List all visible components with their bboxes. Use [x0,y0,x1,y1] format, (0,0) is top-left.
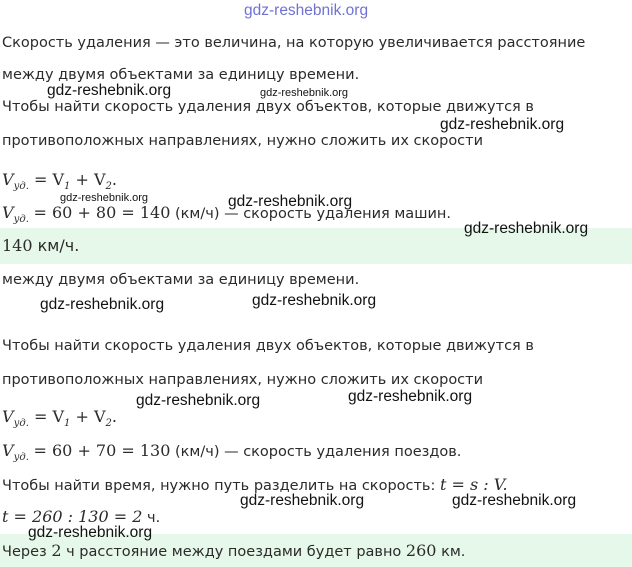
time-calculation: t = 260 : 130 = 2 ч. [2,507,161,526]
watermark: gdz-reshebnik.org [440,116,565,133]
rule-line-2: противоположных направлениях, нужно сложить их скорости [2,133,484,149]
watermark: gdz-reshebnik.org [136,392,261,409]
calculation-trains: $V_{уд.} = 60 + 70 = 130$ (км/ч) — скорость удаления поездов. [2,441,462,463]
watermark: gdz-reshebnik.org [60,192,149,204]
answer-1: 140 км/ч. [2,236,80,255]
watermark-top: gdz-reshebnik.org [244,2,369,19]
watermark: gdz-reshebnik.org [28,524,153,541]
watermark: gdz-reshebnik.org [47,82,172,99]
rule-line-1-repeat: Чтобы найти скорость удаления двух объектов, которые движутся в [2,338,534,354]
watermark: gdz-reshebnik.org [240,492,365,509]
watermark: gdz-reshebnik.org [40,296,165,313]
formula-sum-speeds: $V_{уд.} = V_1 + V_2$. [2,170,118,192]
calculation-cars: $V_{уд.} = 60 + 80 = 140$ (км/ч) — скорость удаления машин. [2,203,451,225]
watermark: gdz-reshebnik.org [348,388,473,405]
definition-line-2: между двумя объектами за единицу времени. [2,67,360,83]
time-rule: Чтобы найти время, нужно путь разделить на скорость: t = s : V. [2,475,508,494]
answer-2: Через 2 ч расстояние между поездами будет равно 260 км. [2,541,466,560]
rule-line-2-repeat: противоположных направлениях, нужно сложить их скорости [2,372,484,388]
definition-line-repeat: между двумя объектами за единицу времени. [2,272,360,288]
formula-sum-speeds-repeat: $V_{уд.} = V_1 + V_2$. [2,407,118,429]
watermark: gdz-reshebnik.org [228,193,353,210]
watermark: gdz-reshebnik.org [252,292,377,309]
watermark: gdz-reshebnik.org [464,220,589,237]
rule-line-1: Чтобы найти скорость удаления двух объектов, которые движутся в [2,99,534,115]
watermark: gdz-reshebnik.org [260,87,349,99]
watermark: gdz-reshebnik.org [452,492,577,509]
definition-line-1: Скорость удаления — это величина, на которую увеличивается расстояние [2,35,586,51]
